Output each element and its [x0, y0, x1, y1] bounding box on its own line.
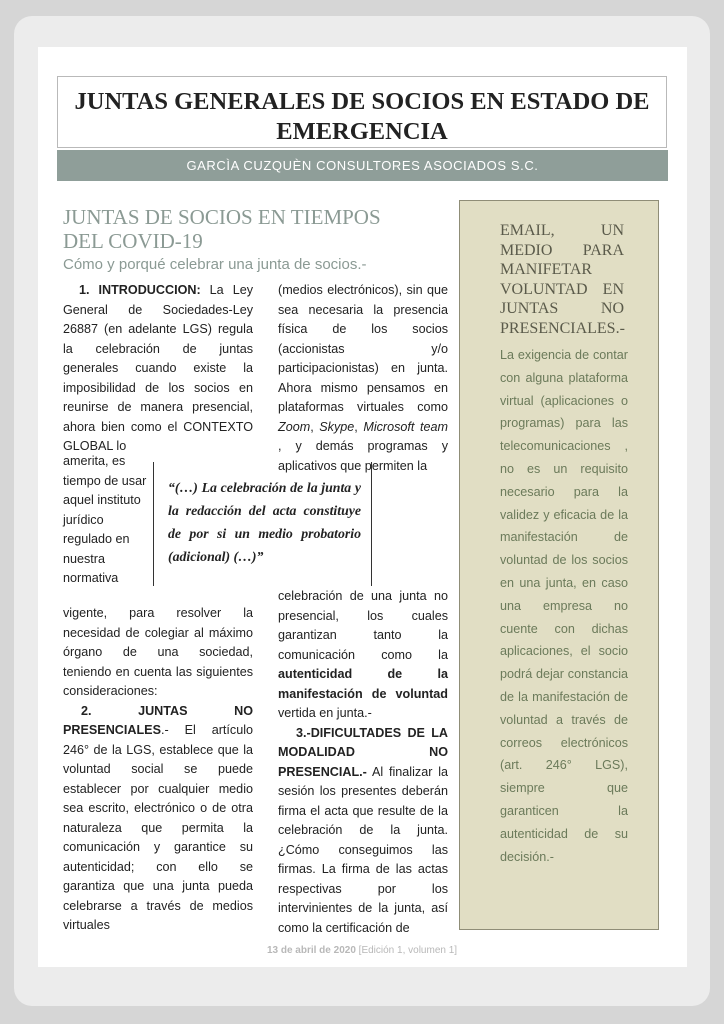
pull-quote: [153, 462, 372, 586]
sep-1: ,: [310, 419, 320, 434]
section-title: JUNTAS DE SOCIOS EN TIEMPOS DEL COVID-19: [63, 205, 381, 253]
col2-text-b: , y demás programas y aplicativos que permiten la: [278, 439, 448, 473]
skype-text: Skype: [319, 419, 355, 434]
intro-text: La Ley General de Sociedades-Ley 26887 (en adelante LGS) regula la celebración de juntas generales cuando existe la imposibilidad de los socios en reunirse de manera presencial, ahora bien como el CONTEXTO GLOBAL lo: [63, 283, 253, 453]
title-line-1: JUNTAS GENERALES DE SOCIOS EN ESTADO DE: [74, 88, 650, 115]
footer: [0, 945, 724, 956]
intro-heading: 1. INTRODUCCION:: [79, 283, 201, 297]
sidebar-body: La exigencia de contar con alguna plataforma virtual (aplicaciones o programas) para las telecomunicaciones , no es un requisito necesario para la validez y eficacia de la manifestación de voluntad de los socios en una junta, en caso una empresa no cuente con dichas aplicaciones, el socio podrá dejar constancia de la manifestación de voluntad a través de correos electrónicos (art. 246° LGS), siempre que garanticen la autenticidad de su decisión.-: [500, 348, 628, 864]
juntas-text: .- El artículo 246° de la LGS, establece que la voluntad social se puede establecer por cualquier medio sea escrito, electrónico o de otra naturaleza que permita la comunicación y garantice su autenticidad; con ello se garantiza que una junta pueda celebrarse a través de medios virtuales: [63, 723, 253, 932]
autenticidad-bold: autenticidad de la manifestación de voluntad: [278, 667, 448, 701]
intro-continuation: vigente, para resolver la necesidad de colegiar al máximo órgano de una sociedad, teniendo en cuenta las siguientes consideraciones:: [63, 606, 253, 698]
pull-quote-text: “(…) La celebración de la junta y la redacción del acta constituye de por si un medio probatorio (adicional) (…)”: [168, 480, 361, 564]
footer-edition: [Edición 1, volumen 1]: [358, 945, 458, 956]
juntas-heading: 2. JUNTAS NO PRESENCIALES: [63, 703, 253, 737]
col2-bottom: [278, 587, 448, 938]
sidebar-title: EMAIL, UN MEDIO PARA MANIFETAR VOLUNTAD EN JUNTAS NO PRESENCIALES.-: [500, 222, 625, 337]
author-band: GARCÌA CUZQUÈN CONSULTORES ASOCIADOS S.C.: [57, 150, 668, 181]
title-line-2: EMERGENCIA: [276, 118, 448, 145]
zoom-text: Zoom: [278, 419, 311, 434]
teams-text: Microsoft team: [363, 419, 448, 434]
col2-top: [278, 281, 448, 476]
footer-date: 13 de abril de 2020: [266, 945, 356, 956]
page-title: [57, 76, 667, 148]
col2-p2-a: celebración de una junta no presencial, los cuales garantizan tanto la comunicación como la: [278, 589, 448, 662]
dificultades-text: Al finalizar la sesión los presentes deberán firma el acta que resulte de la celebración de la junta. ¿Cómo conseguimos las firmas. La firma de las actas respectivas por los intervinientes de la junta, así como la certificación de: [278, 764, 448, 935]
sep-2: ,: [354, 419, 364, 434]
sidebar: [459, 200, 659, 930]
intro-paragraph: [63, 281, 253, 457]
col2-text-a: (medios electrónicos), sin que sea necesaria la presencia física de los socios (accionistas y/o participacionistas) en junta. Ahora mismo pensamos en plataformas virtuales como: [278, 283, 448, 414]
section-subtitle: Cómo y porqué celebrar una junta de socios.-: [63, 256, 367, 273]
col2-p2-b: vertida en junta.-: [278, 706, 372, 720]
col1-continuation: [63, 604, 253, 936]
intro-wrap-text: amerita, es tiempo de usar aquel instituto jurídico regulado en nuestra normativa: [63, 454, 147, 585]
dificultades-heading: 3.-DIFICULTADES DE LA MODALIDAD NO PRESENCIAL.-: [278, 725, 448, 779]
